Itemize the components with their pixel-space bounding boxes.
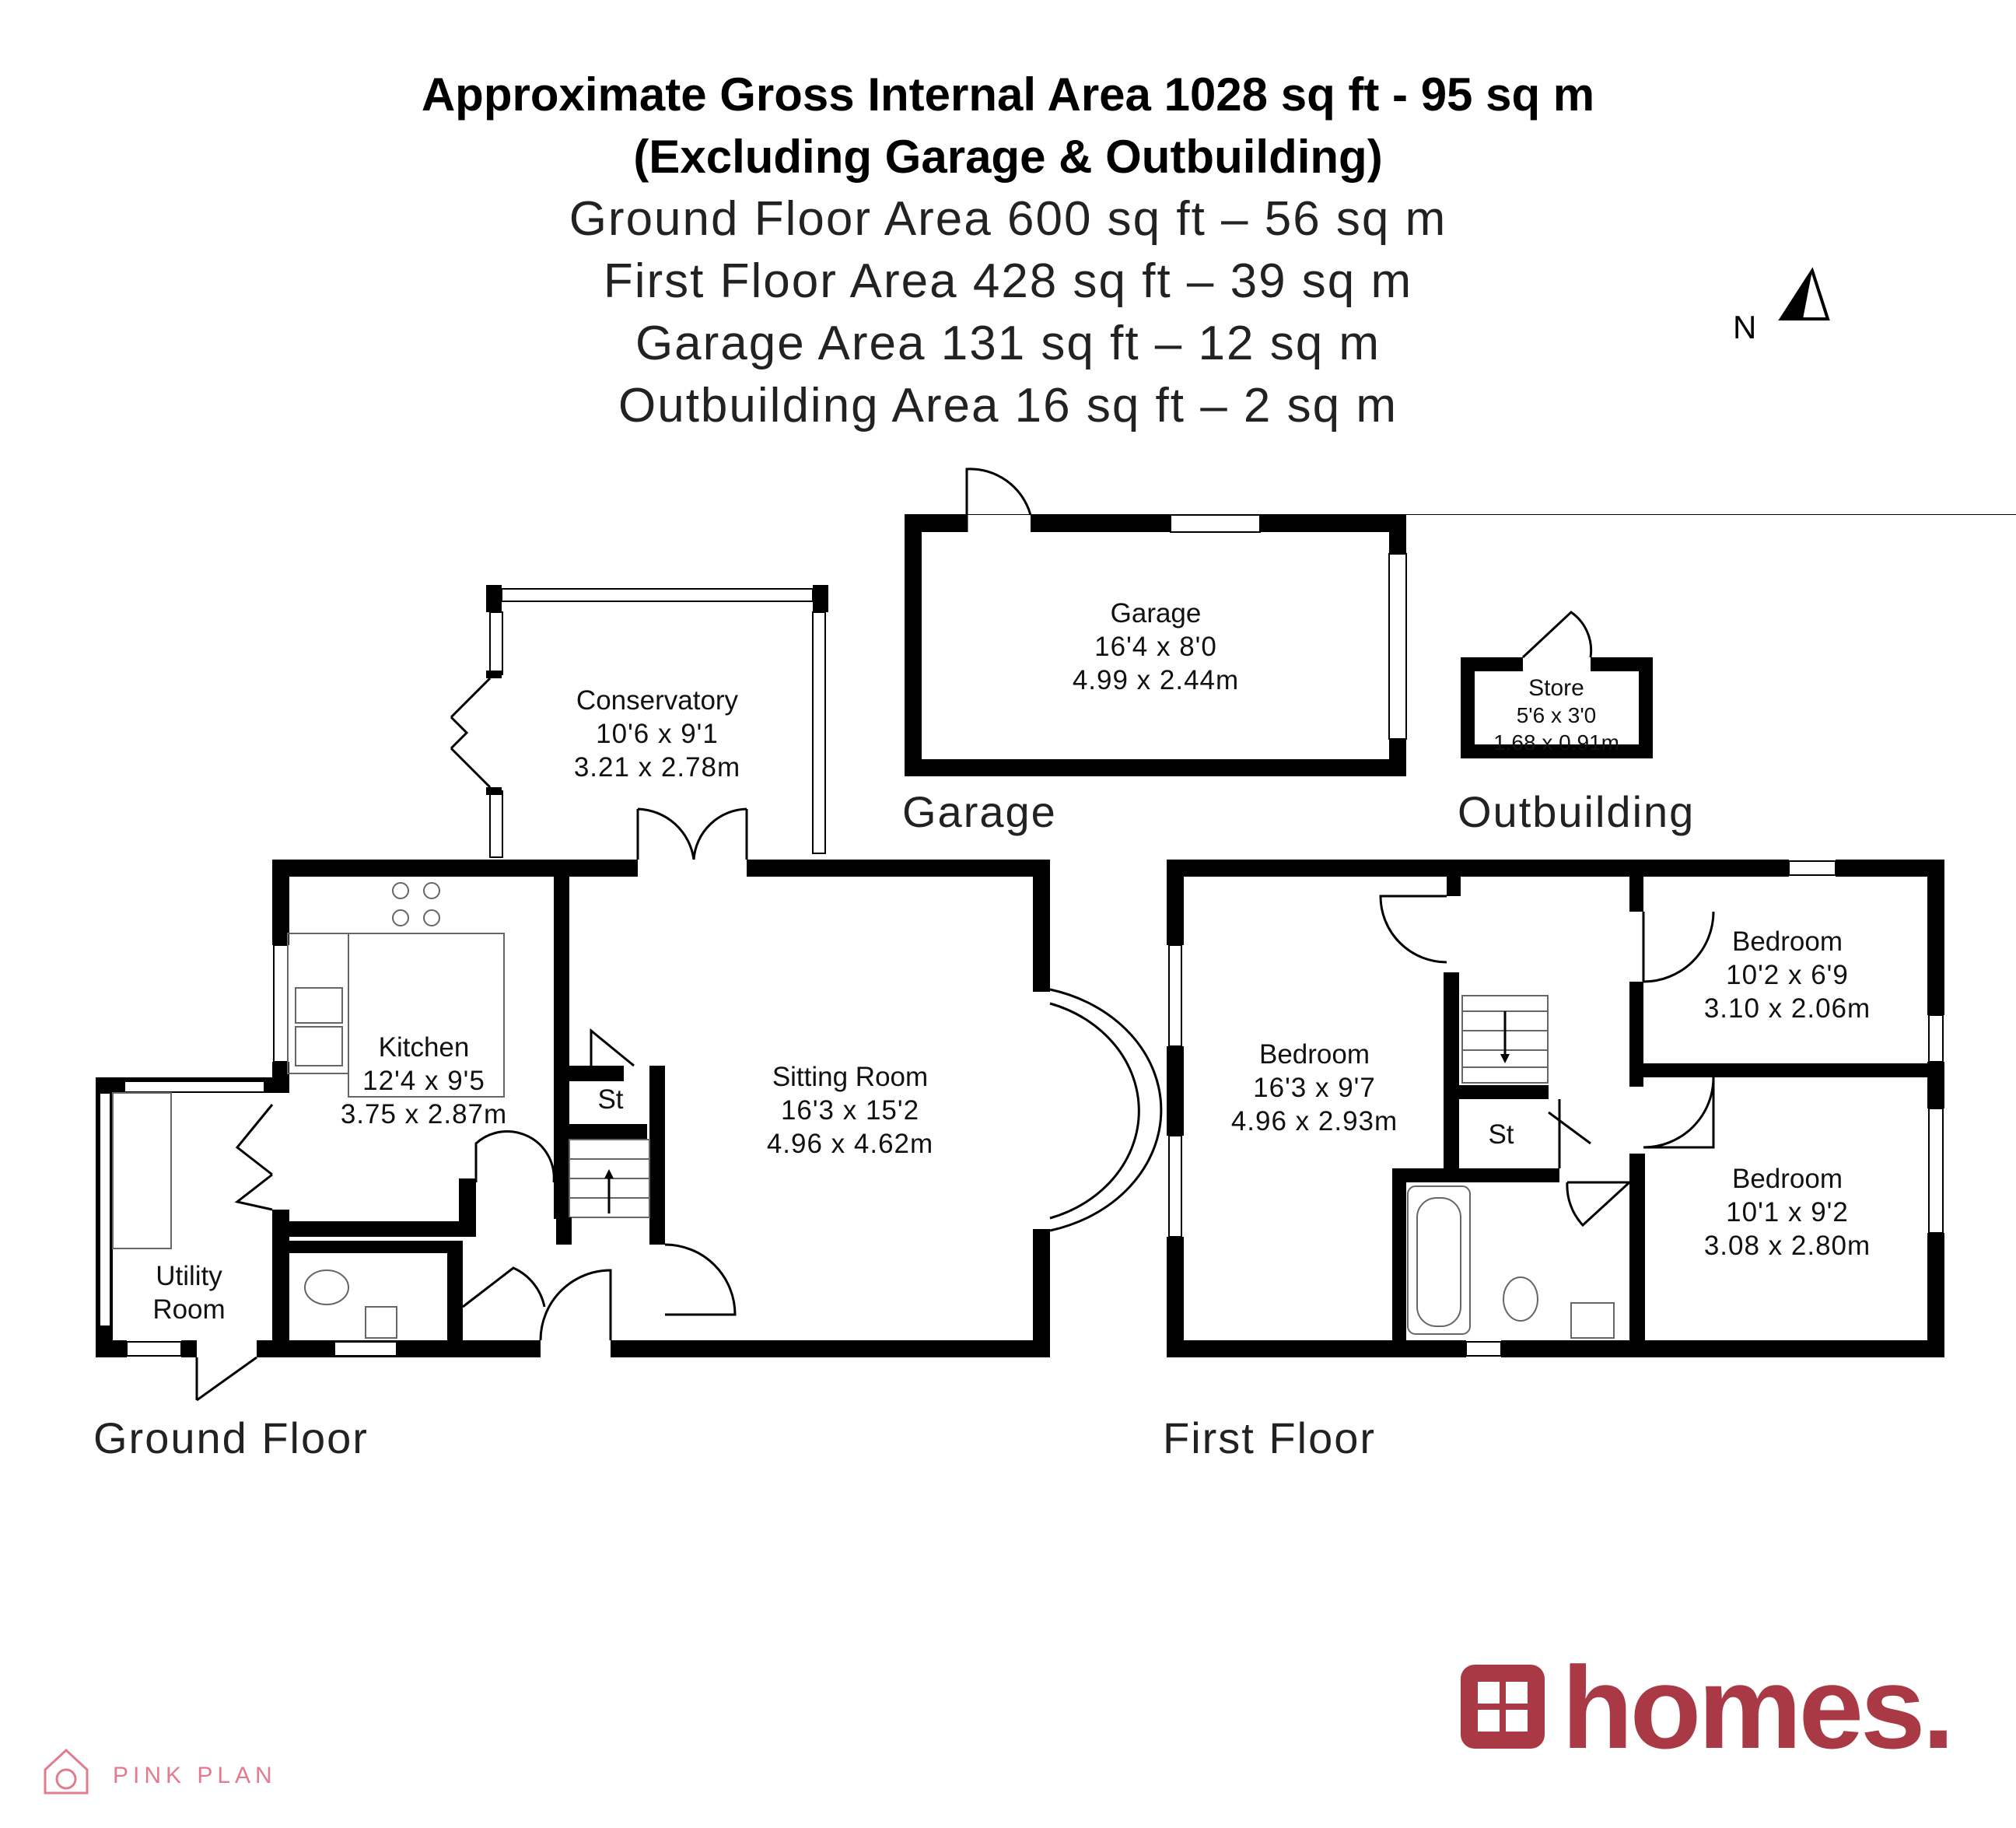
compass — [1733, 271, 1828, 345]
st-ground-name: St — [597, 1084, 624, 1115]
bedroom-bottom-imperial: 10'1 x 9'2 — [1726, 1197, 1849, 1227]
wall — [1629, 1063, 1713, 1077]
window — [1171, 515, 1260, 532]
garage-wall — [1260, 515, 1406, 532]
wall — [272, 1210, 289, 1357]
wall — [556, 1217, 572, 1245]
wall — [1927, 1233, 1944, 1357]
wall — [459, 1178, 476, 1237]
header-ground-area: Ground Floor Area 600 sq ft – 56 sq m — [569, 192, 1447, 246]
wall — [813, 585, 828, 612]
garage-floor-label: Garage — [902, 787, 1057, 836]
utility-door — [197, 1357, 257, 1400]
window — [274, 945, 288, 1062]
homes-logo-text: homes. — [1562, 1642, 1952, 1773]
wall — [288, 1241, 463, 1253]
hall-door — [476, 1131, 554, 1182]
window — [1169, 1136, 1181, 1237]
wall — [611, 1340, 1050, 1357]
store-metric: 1.68 x 0.91m — [1493, 730, 1619, 755]
bedroom-top-imperial: 10'2 x 6'9 — [1726, 960, 1849, 990]
pink-plan-house-icon — [45, 1750, 87, 1793]
conservatory-doors — [638, 809, 747, 860]
bedroom-large-imperial: 16'3 x 9'7 — [1253, 1073, 1376, 1103]
kitchen-worktop-side — [288, 933, 348, 1073]
header — [422, 68, 1594, 432]
wc-door — [463, 1268, 544, 1307]
window — [1929, 1108, 1943, 1233]
basin-icon — [366, 1307, 397, 1338]
store-door-ground — [591, 1031, 634, 1066]
store-door — [1523, 612, 1591, 657]
wall — [288, 1221, 474, 1237]
kitchen-name: Kitchen — [378, 1032, 470, 1063]
sitting-room-door — [665, 1245, 735, 1315]
window — [502, 589, 813, 601]
first-floor-label: First Floor — [1163, 1413, 1376, 1462]
wall — [1392, 1168, 1559, 1182]
window — [1466, 1342, 1501, 1356]
outbuilding-wall — [1639, 657, 1653, 758]
window — [1789, 861, 1836, 875]
homes-logo-icon — [1461, 1665, 1545, 1749]
wall — [1167, 1046, 1184, 1136]
window — [100, 1093, 110, 1326]
wall — [569, 1066, 624, 1081]
bathroom-door — [1567, 1182, 1629, 1225]
kitchen-imperial: 12'4 x 9'5 — [362, 1066, 485, 1096]
wall — [1927, 860, 1944, 1015]
wall — [1392, 1168, 1406, 1357]
wall — [486, 787, 502, 795]
sitting-room-imperial: 16'3 x 15'2 — [780, 1095, 920, 1126]
homes-logo — [1461, 1642, 1951, 1773]
kitchen-side-doors — [237, 1105, 272, 1210]
header-first-area: First Floor Area 428 sq ft – 39 sq m — [603, 254, 1413, 308]
conservatory-imperial: 10'6 x 9'1 — [596, 719, 719, 749]
garage-plan — [902, 469, 2016, 836]
wall — [1444, 1085, 1549, 1099]
wall — [569, 1124, 647, 1140]
wall — [181, 1340, 197, 1357]
hob-icon — [424, 910, 439, 926]
ground-floor-plan — [93, 585, 1161, 1462]
wall — [1707, 1063, 1927, 1077]
bay-window — [1050, 989, 1161, 1231]
conservatory-metric: 3.21 x 2.78m — [573, 752, 741, 783]
header-garage-area: Garage Area 131 sq ft – 12 sq m — [635, 317, 1381, 370]
garage-imperial: 16'4 x 8'0 — [1094, 632, 1217, 662]
bedroom-large-metric: 4.96 x 2.93m — [1230, 1106, 1398, 1136]
wall — [1167, 1340, 1466, 1357]
sitting-room-metric: 4.96 x 4.62m — [766, 1129, 934, 1159]
bedroom-bottom-metric: 3.08 x 2.80m — [1703, 1231, 1871, 1261]
utility-name-2: Room — [152, 1294, 226, 1325]
sink-icon — [296, 1027, 342, 1066]
bay-window-inner — [1050, 1003, 1139, 1218]
bedroom-door — [1643, 1077, 1713, 1147]
st-first-name: St — [1488, 1119, 1514, 1150]
window — [490, 612, 502, 674]
bedroom-door — [1381, 896, 1447, 962]
wall — [1629, 877, 1643, 912]
wall — [747, 860, 1050, 877]
wall — [1447, 877, 1461, 896]
wall — [96, 1340, 127, 1357]
garage-wall — [1389, 515, 1406, 554]
outbuilding-plan — [1458, 612, 1695, 836]
wall — [1927, 1062, 1944, 1108]
pink-plan-logo — [45, 1750, 277, 1793]
bedroom-bottom-name: Bedroom — [1731, 1164, 1843, 1194]
utility-worktop — [113, 1093, 171, 1248]
sink-icon — [296, 988, 342, 1023]
basin-icon — [1571, 1303, 1614, 1338]
window — [127, 1342, 181, 1356]
conservatory-name: Conservatory — [576, 685, 739, 716]
wall — [554, 877, 569, 1219]
front-door — [541, 1270, 611, 1340]
window — [124, 1081, 264, 1092]
wall — [1444, 972, 1459, 1085]
bath-inner — [1417, 1198, 1461, 1326]
wall — [1033, 1229, 1050, 1357]
kitchen-metric: 3.75 x 2.87m — [340, 1099, 508, 1129]
bedroom-top-metric: 3.10 x 2.06m — [1703, 993, 1871, 1024]
sitting-room-name: Sitting Room — [772, 1062, 929, 1092]
wall — [257, 1340, 541, 1357]
store-name: Store — [1528, 675, 1584, 701]
window — [1929, 1015, 1943, 1062]
hob-icon — [393, 910, 408, 926]
pink-plan-text: PINK PLAN — [113, 1763, 277, 1788]
wall — [486, 671, 502, 678]
toilet-icon — [305, 1270, 348, 1304]
window — [1169, 945, 1181, 1046]
wall — [1167, 860, 1789, 877]
wall — [1167, 1237, 1184, 1357]
window — [813, 612, 825, 853]
garage-wall — [905, 759, 1406, 776]
garage-wall — [905, 515, 922, 776]
hob-icon — [424, 883, 439, 898]
north-label: N — [1733, 309, 1757, 345]
garage-door — [967, 469, 1031, 532]
header-outbuilding-area: Outbuilding Area 16 sq ft – 2 sq m — [618, 379, 1398, 432]
bedroom-top-name: Bedroom — [1731, 926, 1843, 957]
header-total-area: Approximate Gross Internal Area 1028 sq ft - 95 sq m — [421, 68, 1595, 121]
wall — [1501, 1340, 1944, 1357]
wall — [649, 1066, 665, 1245]
window — [1389, 554, 1406, 739]
hob-icon — [393, 883, 408, 898]
bedroom-door — [1643, 912, 1713, 982]
conservatory-side-doors — [451, 678, 490, 787]
wall — [486, 585, 502, 612]
ground-floor-label: Ground Floor — [93, 1413, 369, 1462]
garage-metric: 4.99 x 2.44m — [1072, 665, 1240, 695]
outbuilding-floor-label: Outbuilding — [1458, 787, 1696, 836]
toilet-icon — [1503, 1277, 1538, 1321]
first-floor-plan — [1163, 860, 1944, 1462]
garage-wall — [1031, 515, 1171, 532]
outbuilding-wall — [1461, 657, 1475, 758]
window — [490, 791, 502, 857]
cupboard-door — [1549, 1099, 1591, 1168]
wall — [1629, 1154, 1645, 1357]
wall — [1444, 1099, 1459, 1169]
wall — [447, 1241, 463, 1357]
wall — [1167, 860, 1184, 945]
wall — [272, 860, 638, 877]
store-imperial: 5'6 x 3'0 — [1516, 703, 1597, 727]
utility-name-1: Utility — [156, 1261, 222, 1291]
wall — [272, 860, 289, 945]
bedroom-large-name: Bedroom — [1258, 1039, 1370, 1070]
header-exclusion-note: (Excluding Garage & Outbuilding) — [633, 131, 1383, 183]
window — [334, 1342, 397, 1356]
garage-name: Garage — [1110, 598, 1202, 629]
wall — [1033, 860, 1050, 992]
